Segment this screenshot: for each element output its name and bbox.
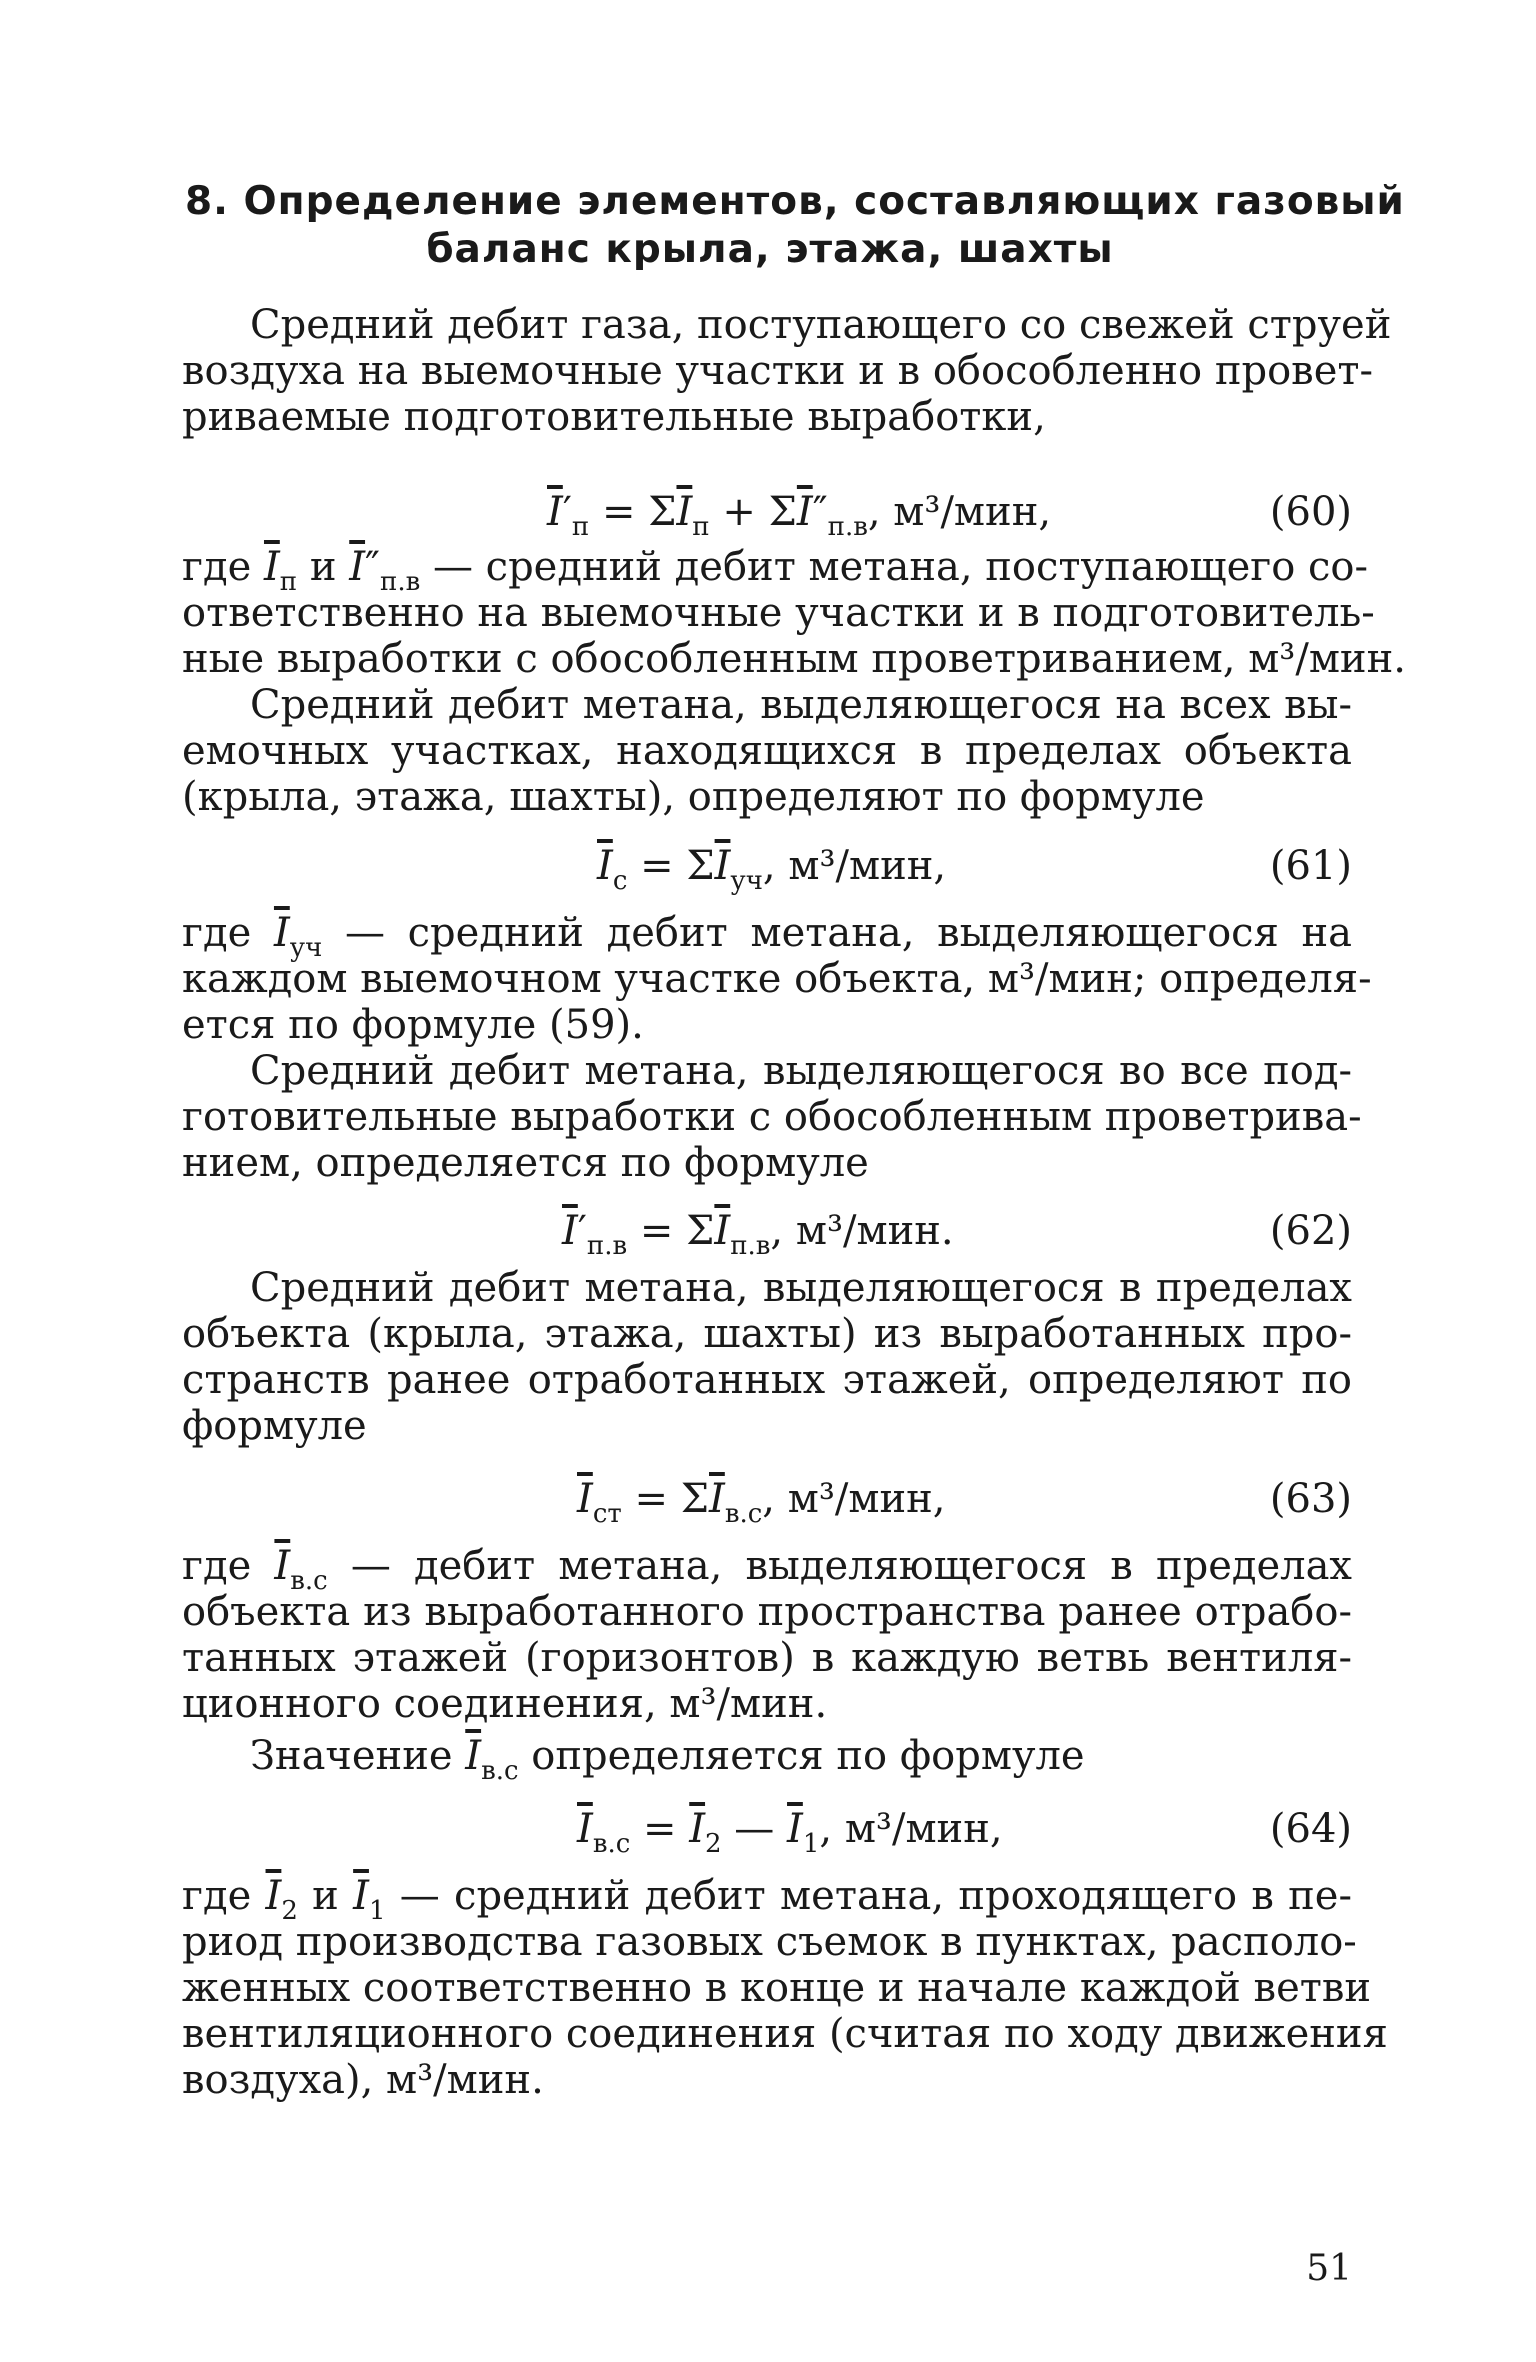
formula-subscript: в.с bbox=[592, 1829, 631, 1859]
formula-subscript: п bbox=[692, 512, 710, 542]
paragraph-3 bbox=[182, 682, 1352, 820]
text-line: риод производства газовых съемок в пунктах, располо- bbox=[182, 1919, 1357, 1965]
formula-subscript: 1 bbox=[802, 1829, 820, 1859]
formula-unit: , м³/мин, bbox=[819, 1806, 1003, 1852]
formula-subscript: п.в bbox=[586, 1231, 628, 1261]
paragraph-2 bbox=[182, 544, 1406, 682]
text-line: объекта из выработанного пространства ранее отрабо- bbox=[182, 1589, 1352, 1635]
text-line: объекта (крыла, этажа, шахты) из выработанных про- bbox=[182, 1311, 1352, 1357]
text-line: Средний дебит метана, выделяющегося на всех вы- bbox=[250, 682, 1352, 728]
text-line: Средний дебит метана, выделяющегося во все под- bbox=[250, 1048, 1352, 1094]
formula-subscript: в.с bbox=[724, 1499, 763, 1529]
formula-symbol: $\overline{I}$ bbox=[689, 1806, 706, 1852]
text-line: риваемые подготовительные выработки, bbox=[182, 394, 1046, 440]
paragraph-8 bbox=[182, 1733, 1352, 1786]
text-line: ционного соединения, м³/мин. bbox=[182, 1681, 828, 1727]
paragraph-4 bbox=[182, 910, 1372, 1048]
formula-unit: , м³/мин. bbox=[770, 1208, 954, 1254]
text-line: каждом выемочном участке объекта, м³/мин; определя- bbox=[182, 956, 1372, 1002]
heading-line-2: баланс крыла, этажа, шахты bbox=[426, 227, 1114, 272]
formula-operator: = Σ bbox=[621, 1476, 709, 1522]
text-line: Значение $\overline{I}_{в.с}$ определяется по формуле bbox=[250, 1733, 1085, 1786]
paragraph-7 bbox=[182, 1543, 1352, 1727]
text-line: воздуха), м³/мин. bbox=[182, 2057, 544, 2103]
formula-subscript: ст bbox=[592, 1499, 622, 1529]
formula-unit: , м³/мин, bbox=[762, 843, 947, 889]
formula-subscript: 2 bbox=[705, 1829, 722, 1859]
formula-subscript: уч bbox=[730, 866, 763, 896]
formula-symbol: $\overline{I}$ bbox=[562, 1208, 578, 1254]
equation-number: (60) bbox=[1269, 489, 1352, 535]
text-line: формуле bbox=[182, 1403, 367, 1449]
paragraph-5 bbox=[182, 1048, 1362, 1186]
text-line: вентиляционного соединения (считая по ходу движения bbox=[182, 2011, 1388, 2057]
formula-symbol: ″ bbox=[812, 489, 828, 535]
paragraph-6 bbox=[182, 1265, 1352, 1449]
text-line: Средний дебит газа, поступающего со свежей струей bbox=[250, 302, 1392, 348]
formula-symbol: $\overline{I}$ bbox=[787, 1806, 803, 1852]
formula-subscript: п bbox=[571, 512, 590, 542]
text-line: ответственно на выемочные участки и в подготовитель- bbox=[182, 590, 1375, 636]
text-line: (крыла, этажа, шахты), определяют по формуле bbox=[182, 774, 1205, 820]
equation-number: (62) bbox=[1269, 1208, 1352, 1254]
formula-unit: , м³/мин, bbox=[762, 1476, 946, 1522]
formula-symbol: $\overline{I}$ bbox=[577, 1806, 593, 1852]
formula-operator: = Σ bbox=[627, 843, 715, 889]
formula-operator: = Σ bbox=[627, 1208, 715, 1254]
text-line: готовительные выработки с обособленным проветрива- bbox=[182, 1094, 1362, 1140]
formula-symbol: ′ bbox=[562, 489, 572, 535]
text-line: ные выработки с обособленным проветриванием, м³/мин. bbox=[182, 636, 1406, 682]
paragraph-1 bbox=[182, 302, 1392, 440]
page-number: 51 bbox=[1306, 2248, 1352, 2289]
section-heading bbox=[185, 178, 1405, 274]
formula-operator: + Σ bbox=[709, 489, 797, 535]
text-line: воздуха на выемочные участки и в обособленно провет- bbox=[182, 348, 1374, 394]
equation-number: (63) bbox=[1269, 1476, 1352, 1522]
formula-symbol: $\overline{I}$ bbox=[709, 1476, 725, 1522]
formula-unit: , м³/мин, bbox=[867, 489, 1052, 535]
formula-61 bbox=[182, 840, 1352, 896]
text-line: танных этажей (горизонтов) в каждую ветвь вентиля- bbox=[182, 1635, 1352, 1681]
formula-symbol: $\overline{I}$ bbox=[796, 489, 813, 535]
text-line: Средний дебит метана, выделяющегося в пределах bbox=[250, 1265, 1352, 1311]
formula-62 bbox=[182, 1205, 1352, 1261]
formula-symbol: $\overline{I}$ bbox=[577, 1476, 593, 1522]
text-line: ется по формуле (59). bbox=[182, 1002, 644, 1048]
text-line: странств ранее отработанных этажей, определяют по bbox=[182, 1357, 1352, 1403]
formula-63 bbox=[182, 1473, 1352, 1529]
formula-symbol: $\overline{I}$ bbox=[547, 489, 563, 535]
formula-subscript: п.в bbox=[827, 512, 868, 542]
formula-symbol: $\overline{I}$ bbox=[676, 489, 693, 535]
formula-64 bbox=[182, 1803, 1352, 1859]
text-line: емочных участках, находящихся в пределах объекта bbox=[182, 728, 1352, 774]
text-line: где $\overline{I}_2$ и $\overline{I}_1$ — средний дебит метана, проходящего в пе- bbox=[182, 1873, 1352, 1926]
text-line: нием, определяется по формуле bbox=[182, 1140, 869, 1186]
formula-operator: = bbox=[630, 1806, 690, 1852]
text-line: где $\overline{I}_п$ и $\overline{I}''_{п.в}$ — средний дебит метана, поступающего со- bbox=[182, 544, 1369, 597]
formula-operator: — bbox=[721, 1806, 788, 1852]
equation-number: (64) bbox=[1269, 1806, 1352, 1852]
formula-symbol: ′ bbox=[577, 1208, 587, 1254]
formula-subscript: п.в bbox=[730, 1231, 771, 1261]
formula-60 bbox=[182, 486, 1352, 542]
formula-symbol: $\overline{I}$ bbox=[597, 843, 613, 889]
formula-subscript: с bbox=[612, 866, 628, 896]
text-line: где $\overline{I}_{уч}$ — средний дебит метана, выделяющегося на bbox=[182, 910, 1352, 963]
equation-number: (61) bbox=[1269, 843, 1352, 889]
text-line: женных соответственно в конце и начале каждой ветви bbox=[182, 1965, 1372, 2011]
formula-symbol: $\overline{I}$ bbox=[714, 1208, 731, 1254]
heading-line-1: 8. Определение элементов, составляющих газовый bbox=[185, 179, 1405, 224]
text-line: где $\overline{I}_{в.с}$ — дебит метана, выделяющегося в пределах bbox=[182, 1543, 1352, 1596]
paragraph-9 bbox=[182, 1873, 1388, 2103]
formula-operator: = Σ bbox=[589, 489, 677, 535]
formula-symbol: $\overline{I}$ bbox=[714, 843, 731, 889]
